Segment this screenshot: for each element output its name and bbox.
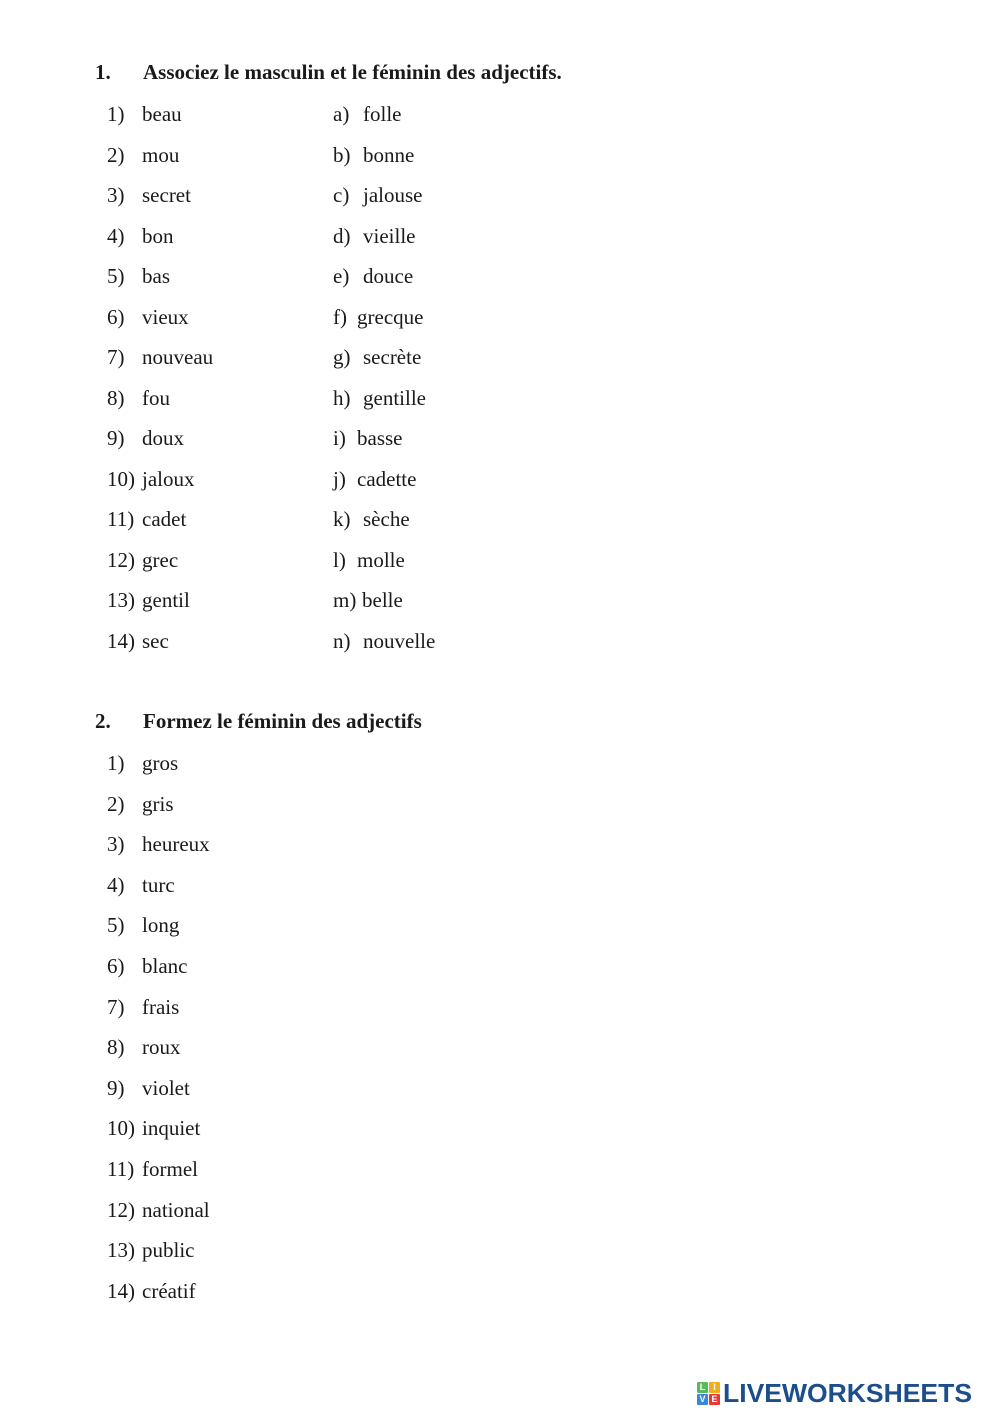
masculine-adjective: doux (142, 426, 184, 450)
masculine-number: 5) (107, 264, 125, 288)
masculine-adjective: formel (142, 1157, 198, 1181)
masculine-adjective: vieux (142, 304, 189, 329)
feminine-letter: c) (333, 183, 350, 207)
masculine-adjective: long (142, 913, 180, 938)
feminine-letter: k) (333, 507, 351, 531)
feminine-adjective: belle (362, 588, 403, 612)
masculine-adjective: bon (142, 223, 174, 248)
feminine-adjective: secrète (363, 345, 422, 369)
feminine-adjective: gentille (363, 385, 426, 410)
logo-tile-e: E (709, 1394, 720, 1405)
masculine-number: 13) (107, 588, 135, 612)
masculine-adjective: cadet (142, 507, 187, 531)
item-number: 7) (107, 994, 125, 1019)
masculine-adjective: jaloux (142, 466, 195, 491)
item-number: 10) (107, 1116, 135, 1141)
logo-tile-v: V (697, 1394, 708, 1405)
feminine-letter: f) (333, 304, 347, 329)
masculine-adjective: sec (142, 628, 169, 653)
masculine-adjective: bas (142, 264, 170, 288)
feminine-letter: j) (333, 466, 346, 491)
item-number: 12) (107, 1197, 135, 1222)
feminine-letter: g) (333, 345, 351, 369)
masculine-number: 4) (107, 223, 125, 248)
masculine-adjective: grec (142, 547, 179, 572)
logo-tile-l: L (697, 1382, 708, 1393)
feminine-adjective: vieille (363, 223, 416, 248)
masculine-number: 10) (107, 466, 135, 491)
feminine-adjective: folle (363, 102, 402, 126)
masculine-adjective: gris (142, 791, 174, 816)
feminine-letter: h) (333, 385, 351, 410)
liveworksheets-logo (697, 1377, 973, 1408)
feminine-letter: a) (333, 102, 350, 126)
masculine-adjective: créatif (142, 1278, 196, 1303)
masculine-number: 6) (107, 304, 125, 329)
feminine-adjective: nouvelle (363, 628, 436, 653)
exercise-1-number: 1. (95, 60, 111, 84)
masculine-adjective: fou (142, 385, 170, 410)
item-number: 8) (107, 1035, 125, 1060)
exercise-1-title: Associez le masculin et le féminin des adjectifs. (143, 60, 562, 84)
masculine-adjective: violet (142, 1075, 190, 1100)
masculine-adjective: inquiet (142, 1116, 201, 1141)
masculine-adjective: beau (142, 102, 182, 126)
item-number: 6) (107, 954, 125, 978)
masculine-adjective: roux (142, 1035, 181, 1060)
feminine-adjective: jalouse (363, 183, 423, 207)
masculine-adjective: gros (142, 751, 179, 775)
feminine-adjective: douce (363, 264, 414, 288)
exercise-2-number: 2. (95, 709, 111, 733)
exercise-2-heading (95, 709, 422, 734)
masculine-adjective: public (142, 1238, 195, 1263)
feminine-adjective: sèche (363, 507, 410, 531)
masculine-number: 3) (107, 183, 125, 207)
item-number: 14) (107, 1278, 135, 1303)
masculine-adjective: turc (142, 872, 175, 897)
masculine-number: 9) (107, 426, 125, 450)
item-number: 9) (107, 1075, 125, 1100)
masculine-adjective: gentil (142, 588, 190, 612)
masculine-adjective: nouveau (142, 345, 214, 369)
feminine-letter: e) (333, 264, 350, 288)
masculine-number: 12) (107, 547, 135, 572)
masculine-adjective: mou (142, 142, 180, 167)
masculine-number: 7) (107, 345, 125, 369)
item-number: 3) (107, 832, 125, 857)
masculine-number: 14) (107, 628, 135, 653)
masculine-adjective: frais (142, 994, 180, 1019)
masculine-adjective: national (142, 1197, 210, 1222)
feminine-adjective: basse (357, 426, 403, 450)
feminine-letter: i) (333, 426, 346, 450)
masculine-number: 2) (107, 142, 125, 167)
feminine-letter: l) (333, 547, 346, 572)
feminine-letter: b) (333, 142, 351, 167)
feminine-letter: n) (333, 628, 351, 653)
feminine-adjective: cadette (357, 466, 417, 491)
item-number: 1) (107, 751, 125, 775)
masculine-adjective: blanc (142, 954, 188, 978)
feminine-letter: d) (333, 223, 351, 248)
masculine-number: 11) (107, 507, 135, 531)
masculine-number: 8) (107, 385, 125, 410)
feminine-letter: m) (333, 588, 357, 612)
feminine-adjective: molle (357, 547, 405, 572)
item-number: 13) (107, 1238, 135, 1263)
feminine-adjective: bonne (363, 142, 415, 167)
item-number: 2) (107, 791, 125, 816)
item-number: 5) (107, 913, 125, 938)
feminine-adjective: grecque (357, 304, 424, 329)
logo-text: LIVEWORKSHEETS (723, 1377, 973, 1408)
exercise-2-title: Formez le féminin des adjectifs (143, 709, 422, 733)
item-number: 4) (107, 872, 125, 897)
masculine-adjective: heureux (142, 832, 210, 857)
masculine-number: 1) (107, 102, 125, 126)
logo-tile-i: I (709, 1382, 720, 1393)
item-number: 11) (107, 1157, 135, 1181)
exercise-1-heading (95, 60, 562, 85)
masculine-adjective: secret (142, 183, 191, 207)
live-tiles-icon (697, 1382, 720, 1405)
